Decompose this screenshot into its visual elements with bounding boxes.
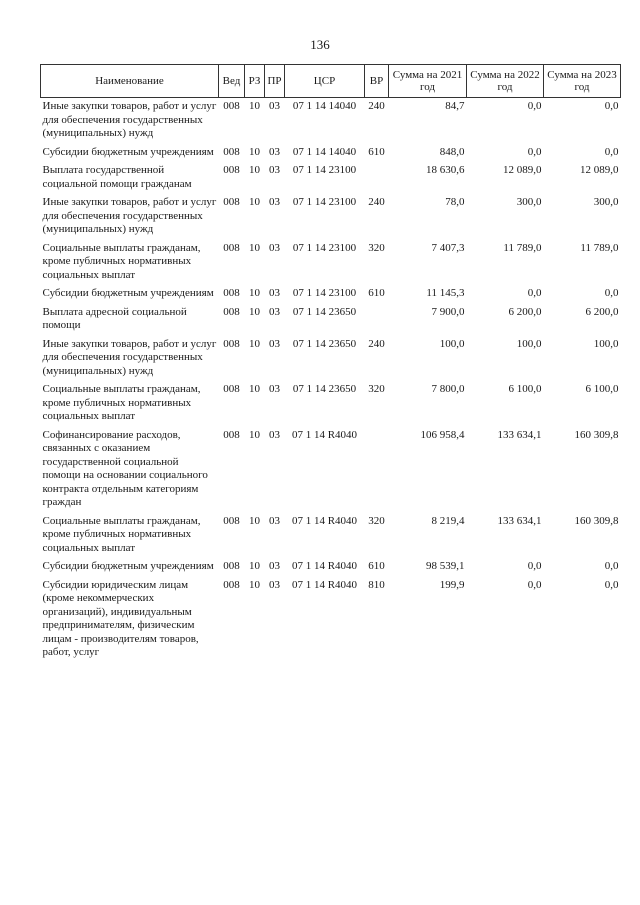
table-row [41, 381, 621, 427]
cell-rz: 10 [249, 560, 260, 572]
cell-ved: 008 [223, 337, 240, 350]
cell-rz: 10 [249, 305, 260, 318]
cell-name: Субсидии бюджетным учреждениям [42, 145, 214, 158]
cell-pr: 03 [269, 100, 280, 112]
table-row [41, 285, 621, 304]
cell-rz: 10 [249, 578, 260, 591]
cell-pr: 03 [269, 428, 280, 441]
cell-sum-2021: 78,0 [445, 196, 465, 208]
header-rz: РЗ [245, 65, 265, 98]
table-row [41, 427, 621, 513]
cell-sum-2021: 98 539,1 [426, 560, 465, 572]
cell-pr: 03 [269, 241, 280, 254]
cell-pr: 03 [269, 287, 280, 299]
cell-csr: 07 1 14 R4040 [291, 428, 358, 441]
cell-sum-2023: 100,0 [593, 337, 619, 350]
cell-sum-2022: 12 089,0 [503, 164, 542, 176]
table-row [41, 558, 621, 577]
cell-sum-2022: 6 200,0 [508, 305, 542, 318]
header-sum-2022: Сумма на 2022 год [467, 65, 544, 98]
cell-rz: 10 [249, 383, 260, 395]
cell-sum-2021: 18 630,6 [426, 164, 465, 176]
cell-name: Социальные выплаты гражданам, кроме публичных нормативных социальных выплат [42, 241, 201, 281]
table-body [41, 98, 621, 663]
cell-sum-2021: 7 900,0 [431, 305, 465, 318]
cell-rz: 10 [249, 145, 260, 158]
cell-sum-2023: 160 309,8 [574, 514, 619, 527]
cell-rz: 10 [249, 241, 260, 254]
cell-sum-2023: 300,0 [593, 196, 619, 208]
cell-sum-2022: 0,0 [527, 560, 542, 572]
cell-sum-2022: 0,0 [527, 578, 542, 591]
cell-ved: 008 [223, 514, 240, 527]
header-sum-2023: Сумма на 2023 год [544, 65, 621, 98]
cell-sum-2023: 0,0 [604, 560, 619, 572]
cell-sum-2021: 848,0 [439, 145, 465, 158]
cell-sum-2021: 8 219,4 [431, 514, 465, 527]
cell-pr: 03 [269, 305, 280, 318]
cell-name: Социальные выплаты гражданам, кроме публичных нормативных социальных выплат [42, 383, 201, 422]
cell-name: Субсидии юридическим лицам (кроме некоммерческих организаций), индивидуальным предпринимателям, физическим лицам - производителям товаров, работ, услуг [42, 578, 199, 658]
cell-sum-2021: 199,9 [439, 578, 465, 591]
cell-vr [365, 304, 389, 336]
cell-sum-2022: 300,0 [516, 196, 542, 208]
cell-sum-2023: 11 789,0 [580, 241, 619, 254]
header-name: Наименование [41, 65, 219, 98]
cell-pr: 03 [269, 337, 280, 350]
cell-name: Социальные выплаты гражданам, кроме публичных нормативных социальных выплат [42, 514, 201, 554]
cell-vr: 810 [368, 578, 385, 591]
cell-csr: 07 1 14 R4040 [291, 560, 358, 572]
cell-rz: 10 [249, 164, 260, 176]
table-row [41, 304, 621, 336]
cell-sum-2022: 0,0 [527, 100, 542, 112]
cell-csr: 07 1 14 23100 [292, 164, 357, 176]
budget-table [40, 64, 621, 663]
cell-pr: 03 [269, 164, 280, 176]
header-pr: ПР [265, 65, 285, 98]
cell-csr: 07 1 14 23100 [292, 287, 357, 299]
cell-name: Выплата государственной социальной помощи гражданам [42, 164, 192, 190]
cell-sum-2021: 106 958,4 [420, 428, 465, 441]
table-row [41, 336, 621, 382]
cell-csr: 07 1 14 23650 [292, 383, 357, 395]
cell-vr: 610 [368, 287, 385, 299]
page-number: 136 [310, 37, 330, 52]
header-ved: Вед [219, 65, 245, 98]
cell-rz: 10 [249, 428, 260, 441]
cell-ved: 008 [223, 428, 240, 441]
cell-ved: 008 [223, 145, 240, 158]
cell-name: Выплата адресной социальной помощи [42, 305, 187, 331]
cell-name: Иные закупки товаров, работ и услуг для обеспечения государственных (муниципальных) нужд [42, 100, 217, 139]
cell-vr: 320 [368, 241, 385, 254]
header-vr: ВР [365, 65, 389, 98]
cell-ved: 008 [223, 164, 240, 176]
cell-sum-2021: 7 407,3 [431, 241, 465, 254]
cell-vr: 610 [368, 560, 385, 572]
cell-rz: 10 [249, 514, 260, 527]
cell-sum-2021: 84,7 [445, 100, 465, 112]
table-row [41, 98, 621, 144]
table-header [41, 65, 621, 98]
cell-sum-2022: 100,0 [516, 337, 542, 350]
cell-ved: 008 [223, 560, 240, 572]
cell-pr: 03 [269, 145, 280, 158]
cell-sum-2023: 160 309,8 [574, 428, 619, 441]
cell-sum-2022: 133 634,1 [497, 428, 542, 441]
cell-pr: 03 [269, 196, 280, 208]
cell-pr: 03 [269, 514, 280, 527]
cell-csr: 07 1 14 R4040 [291, 514, 358, 527]
cell-vr [365, 162, 389, 194]
cell-sum-2023: 0,0 [604, 145, 619, 158]
table-row [41, 577, 621, 663]
cell-vr [365, 427, 389, 513]
cell-sum-2023: 6 100,0 [585, 383, 619, 395]
cell-ved: 008 [223, 578, 240, 591]
header-csr: ЦСР [285, 65, 365, 98]
cell-pr: 03 [269, 383, 280, 395]
cell-sum-2021: 7 800,0 [431, 383, 465, 395]
cell-ved: 008 [223, 241, 240, 254]
cell-sum-2022: 6 100,0 [508, 383, 542, 395]
cell-rz: 10 [249, 287, 260, 299]
cell-vr: 240 [368, 337, 385, 350]
cell-pr: 03 [269, 560, 280, 572]
cell-csr: 07 1 14 23100 [292, 241, 357, 254]
header-sum-2021: Сумма на 2021 год [389, 65, 467, 98]
cell-ved: 008 [223, 287, 240, 299]
cell-rz: 10 [249, 337, 260, 350]
cell-vr: 240 [368, 196, 385, 208]
table-row [41, 162, 621, 194]
cell-name: Иные закупки товаров, работ и услуг для обеспечения государственных (муниципальных) нужд [42, 337, 217, 377]
cell-vr: 320 [368, 383, 385, 395]
table-row [41, 240, 621, 286]
cell-name: Субсидии бюджетным учреждениям [42, 560, 214, 572]
cell-sum-2023: 0,0 [604, 287, 619, 299]
table-row [41, 194, 621, 240]
cell-csr: 07 1 14 23650 [292, 305, 357, 318]
cell-ved: 008 [223, 305, 240, 318]
cell-sum-2023: 12 089,0 [580, 164, 619, 176]
cell-sum-2022: 0,0 [527, 287, 542, 299]
table-row [41, 513, 621, 559]
cell-sum-2023: 6 200,0 [585, 305, 619, 318]
cell-rz: 10 [249, 196, 260, 208]
cell-pr: 03 [269, 578, 280, 591]
cell-sum-2021: 11 145,3 [426, 287, 465, 299]
cell-sum-2023: 0,0 [604, 100, 619, 112]
cell-csr: 07 1 14 14040 [292, 100, 357, 112]
cell-vr: 610 [368, 145, 385, 158]
cell-ved: 008 [223, 196, 240, 208]
cell-ved: 008 [223, 383, 240, 395]
cell-sum-2022: 0,0 [527, 145, 542, 158]
cell-csr: 07 1 14 14040 [292, 145, 357, 158]
cell-name: Субсидии бюджетным учреждениям [42, 287, 214, 299]
cell-name: Иные закупки товаров, работ и услуг для обеспечения государственных (муниципальных) нужд [42, 196, 217, 235]
cell-sum-2021: 100,0 [439, 337, 465, 350]
cell-name: Софинансирование расходов, связанных с оказанием государственной социальной помощи на основании социального контракта отдельным категориям граждан [42, 428, 208, 508]
table-row [41, 144, 621, 163]
cell-vr: 240 [368, 100, 385, 112]
cell-vr: 320 [368, 514, 385, 527]
cell-csr: 07 1 14 23100 [292, 196, 357, 208]
cell-csr: 07 1 14 23650 [292, 337, 357, 350]
cell-sum-2023: 0,0 [604, 578, 619, 591]
cell-ved: 008 [223, 100, 240, 112]
cell-sum-2022: 11 789,0 [503, 241, 542, 254]
cell-rz: 10 [249, 100, 260, 112]
cell-csr: 07 1 14 R4040 [291, 578, 358, 591]
cell-sum-2022: 133 634,1 [497, 514, 542, 527]
